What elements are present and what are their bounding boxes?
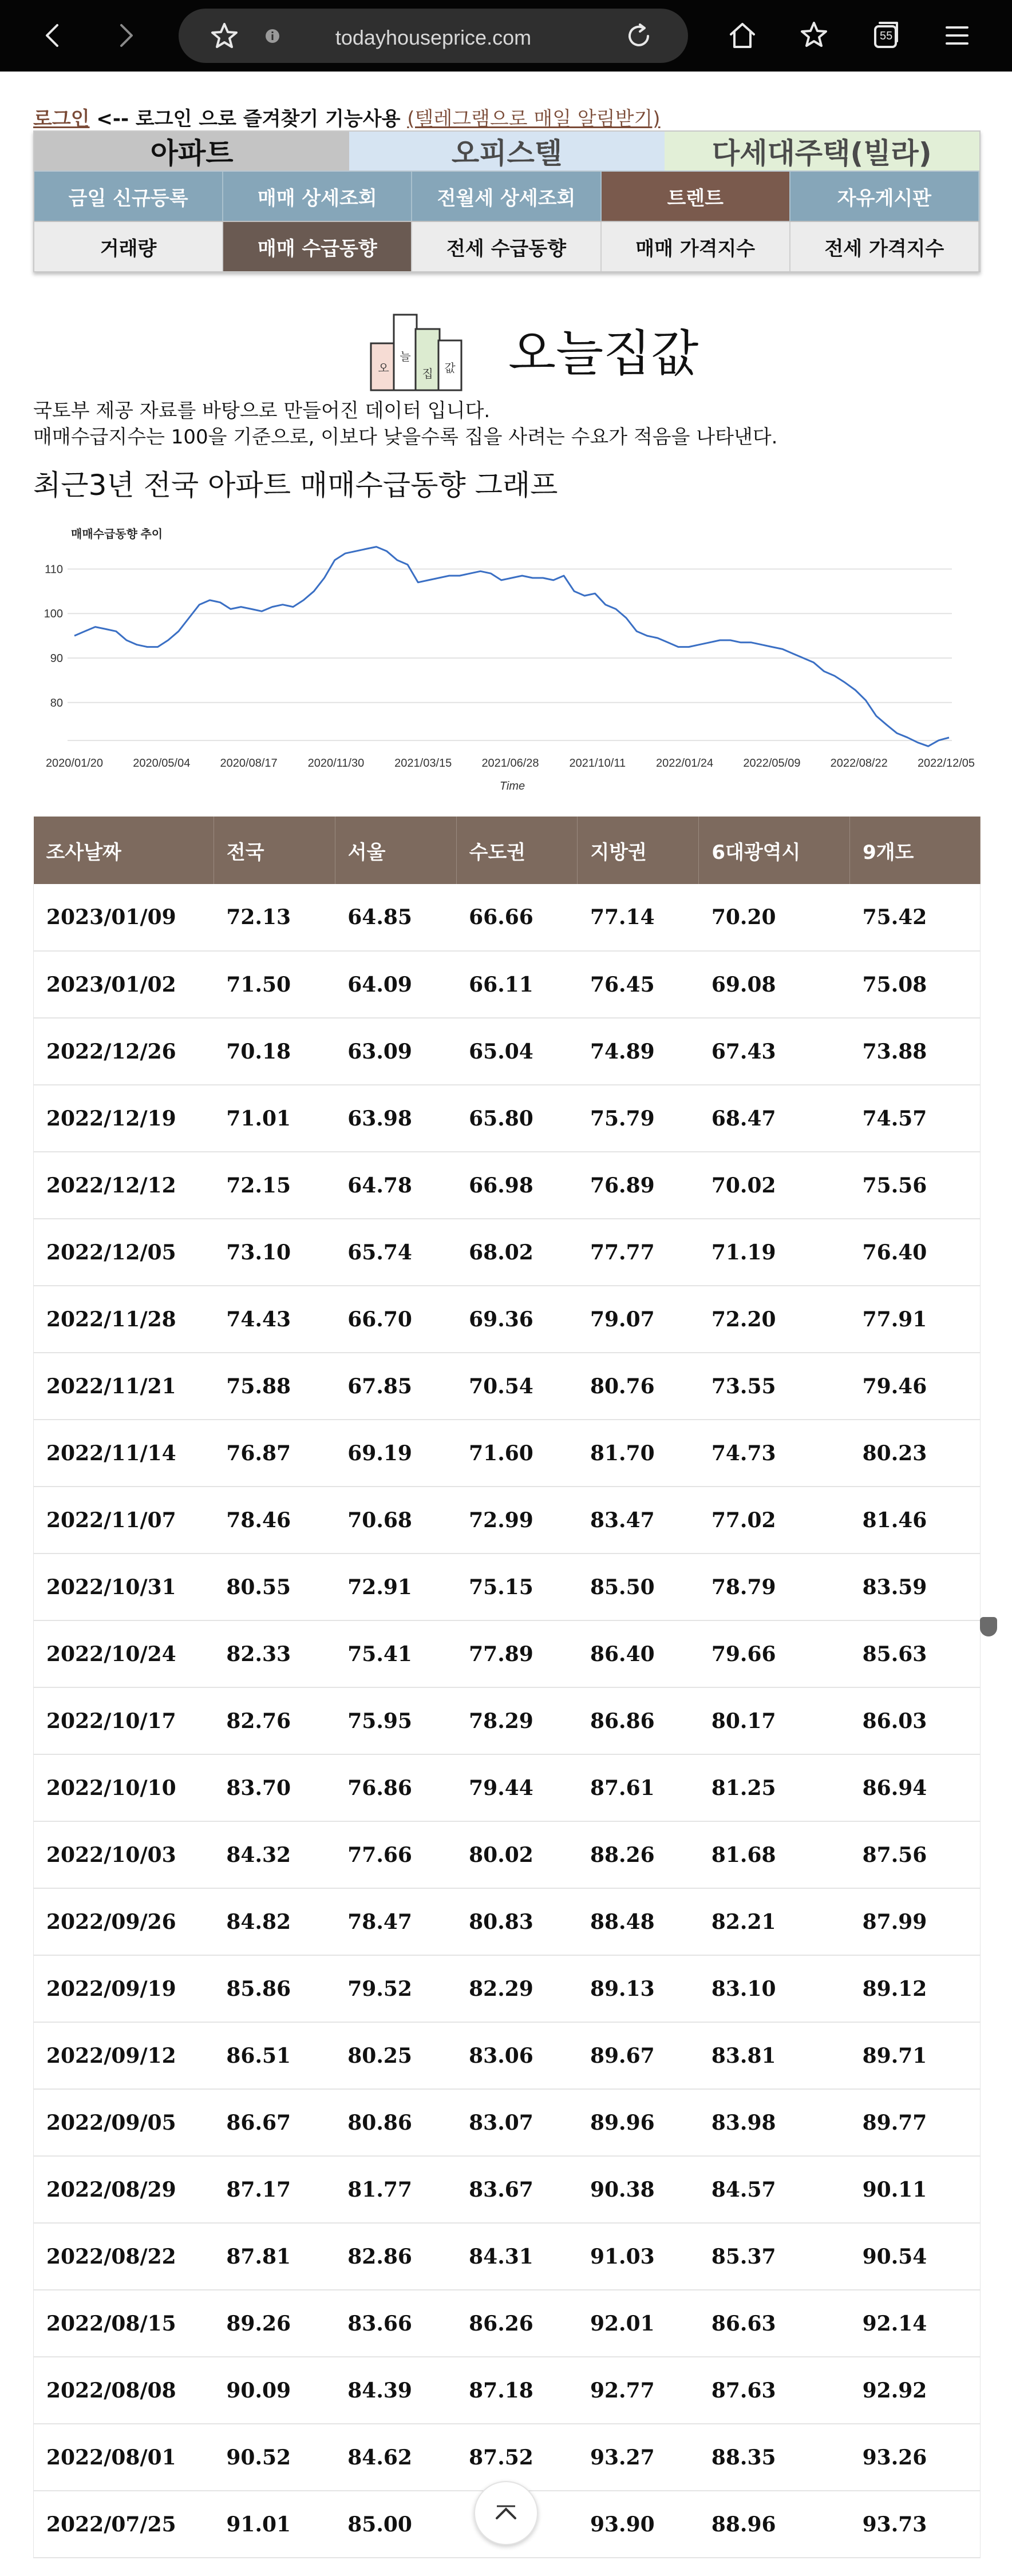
y-tick-label: 80: [50, 696, 63, 710]
table-cell: 75.56: [850, 1152, 981, 1219]
table-cell: 72.91: [335, 1553, 456, 1620]
table-row: [34, 1620, 981, 1687]
table-cell: 81.25: [699, 1754, 850, 1821]
table-row: [34, 2223, 981, 2290]
reload-icon[interactable]: [623, 20, 655, 52]
table-cell: 87.61: [578, 1754, 699, 1821]
table-cell: 76.89: [578, 1152, 699, 1219]
table-cell: 84.57: [699, 2156, 850, 2223]
telegram-link[interactable]: (텔레그램으로 매일 알림받기): [407, 108, 661, 130]
table-cell: 2022/08/15: [34, 2290, 214, 2357]
table-cell: 81.77: [335, 2156, 456, 2223]
table-cell: 75.41: [335, 1620, 456, 1687]
table-cell: 70.02: [699, 1152, 850, 1219]
table-cell: 89.13: [578, 1955, 699, 2022]
table-cell: 66.70: [335, 1286, 456, 1353]
table-row: [34, 1286, 981, 1353]
table-cell: 83.70: [214, 1754, 335, 1821]
table-cell: 84.39: [335, 2357, 456, 2424]
table-row: [34, 1955, 981, 2022]
logo-text: 오늘집값: [508, 325, 699, 382]
table-cell: 80.25: [335, 2022, 456, 2089]
series-line: [74, 547, 949, 747]
table-cell: 88.48: [578, 1888, 699, 1955]
table-row: [34, 1152, 981, 1219]
table-cell: 2022/11/28: [34, 1286, 214, 1353]
logo-letter: 집: [422, 367, 433, 381]
table-cell: 80.55: [214, 1553, 335, 1620]
table-cell: 68.02: [456, 1219, 578, 1286]
table-cell: 66.66: [456, 884, 578, 951]
table-cell: 83.06: [456, 2022, 578, 2089]
table-cell: 69.19: [335, 1420, 456, 1487]
table-cell: 83.66: [335, 2290, 456, 2357]
url-text: todayhouseprice.com: [335, 26, 532, 49]
table-cell: 79.07: [578, 1286, 699, 1353]
login-notice-text: <-- 로그인 으로 즐겨찾기 기능사용: [89, 108, 408, 130]
x-axis-label: Time: [499, 780, 525, 792]
table-cell: 75.15: [456, 1553, 578, 1620]
submenu-jeonse-supply-demand[interactable]: 전세 수급동향: [412, 222, 601, 271]
x-tick-label: 2022/01/24: [656, 757, 714, 770]
table-cell: 2022/10/03: [34, 1821, 214, 1888]
table-cell: 66.11: [456, 951, 578, 1018]
table-cell: 2022/08/01: [34, 2424, 214, 2491]
table-cell: 70.68: [335, 1487, 456, 1553]
table-cell: 83.47: [578, 1487, 699, 1553]
table-cell: 89.67: [578, 2022, 699, 2089]
table-cell: 75.88: [214, 1353, 335, 1420]
table-cell: 87.81: [214, 2223, 335, 2290]
side-panel-handle[interactable]: [980, 1617, 997, 1636]
table-cell: 77.77: [578, 1219, 699, 1286]
table-row: [34, 951, 981, 1018]
table-cell: 76.87: [214, 1420, 335, 1487]
table-cell: 85.00: [335, 2491, 456, 2558]
graph-title: 최근3년 전국 아파트 매매수급동향 그래프: [33, 469, 558, 502]
table-cell: 92.77: [578, 2357, 699, 2424]
table-cell: 73.55: [699, 1353, 850, 1420]
section-menu: [34, 171, 979, 221]
table-cell: 72.15: [214, 1152, 335, 1219]
table-cell: 2022/09/19: [34, 1955, 214, 2022]
table-cell: 76.45: [578, 951, 699, 1018]
address-bar[interactable]: [179, 9, 688, 63]
table-cell: 2022/08/08: [34, 2357, 214, 2424]
table-cell: 73.10: [214, 1219, 335, 1286]
table-cell: 65.04: [456, 1018, 578, 1085]
table-cell: 2022/10/24: [34, 1620, 214, 1687]
table-cell: 79.66: [699, 1620, 850, 1687]
table-cell: 70.20: [699, 884, 850, 951]
table-cell: 72.20: [699, 1286, 850, 1353]
chart-container: [33, 504, 981, 810]
table-cell: 2023/01/09: [34, 884, 214, 951]
menu-rent-search[interactable]: 전월세 상세조회: [412, 172, 601, 221]
x-tick-label: 2021/06/28: [481, 757, 539, 770]
table-cell: 75.42: [850, 884, 981, 951]
table-cell: 77.02: [699, 1487, 850, 1553]
table-cell: 83.59: [850, 1553, 981, 1620]
table-cell: 73.88: [850, 1018, 981, 1085]
table-cell: 80.76: [578, 1353, 699, 1420]
table-cell: 83.07: [456, 2089, 578, 2156]
table-cell: 87.18: [456, 2357, 578, 2424]
table-cell: 91.01: [214, 2491, 335, 2558]
x-tick-label: 2021/10/11: [569, 757, 626, 770]
description-line: 국토부 제공 자료를 바탕으로 만들어진 데이터 입니다.: [33, 399, 491, 422]
tabs-button[interactable]: [867, 17, 904, 54]
column-header: 6대광역시: [699, 817, 850, 884]
chevron-up-icon: [493, 2504, 519, 2522]
y-tick-label: 110: [45, 563, 63, 576]
table-cell: 2022/10/17: [34, 1687, 214, 1754]
table-row: [34, 1553, 981, 1620]
table-cell: 90.52: [214, 2424, 335, 2491]
home-icon: [726, 19, 758, 51]
x-tick-label: 2022/08/22: [830, 757, 888, 770]
column-header: 지방권: [578, 817, 699, 884]
table-row: [34, 1018, 981, 1085]
main-menu: [33, 130, 981, 272]
table-row: [34, 884, 981, 951]
back-button[interactable]: [34, 17, 71, 54]
table-cell: 79.44: [456, 1754, 578, 1821]
table-cell: 80.23: [850, 1420, 981, 1487]
table-cell: 82.21: [699, 1888, 850, 1955]
table-cell: 85.50: [578, 1553, 699, 1620]
table-cell: 2022/12/12: [34, 1152, 214, 1219]
table-cell: 78.47: [335, 1888, 456, 1955]
table-cell: 79.52: [335, 1955, 456, 2022]
table-cell: 87.56: [850, 1821, 981, 1888]
table-cell: 2022/09/26: [34, 1888, 214, 1955]
table-cell: 93.73: [850, 2491, 981, 2558]
table-cell: 64.78: [335, 1152, 456, 1219]
table-cell: 2022/11/07: [34, 1487, 214, 1553]
x-tick-label: 2021/03/15: [394, 757, 452, 770]
table-cell: 78.29: [456, 1687, 578, 1754]
x-tick-label: 2020/01/20: [45, 757, 104, 770]
table-cell: 63.98: [335, 1085, 456, 1152]
table-cell: 86.63: [699, 2290, 850, 2357]
table-row: [34, 2357, 981, 2424]
logo-letter: 늘: [400, 350, 411, 363]
table-cell: 90.11: [850, 2156, 981, 2223]
table-cell: 84.32: [214, 1821, 335, 1888]
tab-officetel[interactable]: 오피스텔: [349, 132, 664, 171]
table-cell: 90.54: [850, 2223, 981, 2290]
table-cell: 88.35: [699, 2424, 850, 2491]
scroll-to-top-button[interactable]: [474, 2481, 538, 2545]
table-cell: 84.62: [335, 2424, 456, 2491]
table-cell: 2022/08/22: [34, 2223, 214, 2290]
y-tick-label: 100: [44, 608, 63, 621]
table-cell: 79.46: [850, 1353, 981, 1420]
table-cell: 65.80: [456, 1085, 578, 1152]
table-cell: 86.03: [850, 1687, 981, 1754]
column-header: 전국: [214, 817, 335, 884]
table-cell: 87.17: [214, 2156, 335, 2223]
table-cell: 71.01: [214, 1085, 335, 1152]
menu-new-listings[interactable]: 금일 신규등록: [34, 172, 223, 221]
table-cell: 2023/01/02: [34, 951, 214, 1018]
table-cell: 81.46: [850, 1487, 981, 1553]
table-cell: 86.40: [578, 1620, 699, 1687]
logo-letter: 값: [444, 361, 456, 375]
x-tick-label: 2022/05/09: [743, 757, 801, 770]
table-header-row: [34, 817, 981, 884]
buildings-logo-icon: [365, 298, 468, 395]
table-cell: 89.12: [850, 1955, 981, 2022]
table-cell: 89.26: [214, 2290, 335, 2357]
home-button[interactable]: [724, 17, 761, 54]
table-cell: 90.09: [214, 2357, 335, 2424]
chart-title: 매매수급동향 추이: [71, 528, 163, 541]
table-cell: 2022/12/19: [34, 1085, 214, 1152]
submenu-sale-price-index[interactable]: 매매 가격지수: [602, 222, 790, 271]
x-tick-label: 2020/05/04: [133, 757, 191, 770]
table-cell: 74.57: [850, 1085, 981, 1152]
table-cell: 92.92: [850, 2357, 981, 2424]
table-row: [34, 2156, 981, 2223]
column-header: 조사날짜: [34, 817, 214, 884]
hamburger-menu-icon: [943, 22, 971, 49]
table-cell: 85.86: [214, 1955, 335, 2022]
table-cell: 63.09: [335, 1018, 456, 1085]
table-row: [34, 1487, 981, 1553]
table-cell: 2022/11/14: [34, 1420, 214, 1487]
table-row: [34, 1420, 981, 1487]
description: [33, 398, 777, 450]
table-cell: 82.33: [214, 1620, 335, 1687]
table-cell: 83.67: [456, 2156, 578, 2223]
forward-arrow-icon: [114, 22, 137, 49]
table-cell: 88.26: [578, 1821, 699, 1888]
table-cell: 70.18: [214, 1018, 335, 1085]
table-cell: 78.46: [214, 1487, 335, 1553]
table-cell: 86.94: [850, 1754, 981, 1821]
table-cell: 71.50: [214, 951, 335, 1018]
table-cell: 67.85: [335, 1353, 456, 1420]
table-cell: 2022/09/05: [34, 2089, 214, 2156]
table-cell: 75.79: [578, 1085, 699, 1152]
table-cell: 81.68: [699, 1821, 850, 1888]
table-cell: 2022/07/25: [34, 2491, 214, 2558]
property-type-tabs: [34, 132, 979, 171]
table-cell: 85.63: [850, 1620, 981, 1687]
data-table: [33, 817, 981, 2558]
table-cell: 70.54: [456, 1353, 578, 1420]
table-cell: 2022/08/29: [34, 2156, 214, 2223]
table-cell: 85.37: [699, 2223, 850, 2290]
table-cell: 77.91: [850, 1286, 981, 1353]
table-cell: 89.71: [850, 2022, 981, 2089]
table-cell: 64.85: [335, 884, 456, 951]
table-cell: 93.26: [850, 2424, 981, 2491]
table-row: [34, 1821, 981, 1888]
tab-villa[interactable]: 다세대주택(빌라): [665, 132, 979, 171]
table-cell: 82.76: [214, 1687, 335, 1754]
x-tick-label: 2020/11/30: [307, 757, 365, 770]
table-cell: 2022/12/26: [34, 1018, 214, 1085]
table-row: [34, 2022, 981, 2089]
tab-apartment[interactable]: 아파트: [34, 132, 349, 171]
submenu-sale-supply-demand[interactable]: 매매 수급동향: [223, 222, 412, 271]
table-cell: 93.90: [578, 2491, 699, 2558]
table-cell: 88.96: [699, 2491, 850, 2558]
table-cell: 2022/10/10: [34, 1754, 214, 1821]
table-row: [34, 1219, 981, 1286]
table-cell: 2022/09/12: [34, 2022, 214, 2089]
table-row: [34, 1888, 981, 1955]
table-row: [34, 1754, 981, 1821]
table-cell: 66.98: [456, 1152, 578, 1219]
table-cell: 2022/11/21: [34, 1353, 214, 1420]
x-tick-label: 2022/12/05: [917, 757, 975, 770]
table-cell: 65.74: [335, 1219, 456, 1286]
column-header: 9개도: [850, 817, 981, 884]
table-cell: 86.26: [456, 2290, 578, 2357]
table-cell: 84.82: [214, 1888, 335, 1955]
trend-submenu: [34, 221, 979, 271]
table-cell: 75.95: [335, 1687, 456, 1754]
table-cell: 80.02: [456, 1821, 578, 1888]
table-cell: 71.60: [456, 1420, 578, 1487]
description-line: 매매수급지수는 100을 기준으로, 이보다 낮을수록 집을 사려는 수요가 적음을 나타낸다.: [33, 426, 778, 449]
table-cell: 78.79: [699, 1553, 850, 1620]
table-cell: 72.99: [456, 1487, 578, 1553]
submenu-jeonse-price-index[interactable]: 전세 가격지수: [790, 222, 979, 271]
menu-board[interactable]: 자유게시판: [790, 172, 979, 221]
table-cell: 80.17: [699, 1687, 850, 1754]
submenu-volume[interactable]: 거래량: [34, 222, 223, 271]
table-cell: 83.81: [699, 2022, 850, 2089]
table-row: [34, 1687, 981, 1754]
table-cell: 76.86: [335, 1754, 456, 1821]
table-cell: 87.63: [699, 2357, 850, 2424]
logo-letter: 오: [378, 361, 389, 375]
table-cell: 2022/10/31: [34, 1553, 214, 1620]
table-cell: 74.89: [578, 1018, 699, 1085]
column-header: 서울: [335, 817, 456, 884]
column-header: 수도권: [456, 817, 578, 884]
table-cell: 64.09: [335, 951, 456, 1018]
table-cell: 2022/12/05: [34, 1219, 214, 1286]
bookmarks-button[interactable]: [796, 17, 832, 54]
login-link[interactable]: 로그인: [33, 108, 90, 130]
table-cell: 69.36: [456, 1286, 578, 1353]
table-cell: 83.98: [699, 2089, 850, 2156]
table-cell: 77.14: [578, 884, 699, 951]
table-cell: 74.73: [699, 1420, 850, 1487]
x-tick-label: 2020/08/17: [220, 757, 278, 770]
browser-toolbar: [0, 0, 1012, 72]
table-cell: 82.86: [335, 2223, 456, 2290]
table-cell: 71.19: [699, 1219, 850, 1286]
table-cell: 72.13: [214, 884, 335, 951]
table-cell: 86.86: [578, 1687, 699, 1754]
table-cell: 92.14: [850, 2290, 981, 2357]
table-cell: 69.08: [699, 951, 850, 1018]
table-cell: 75.08: [850, 951, 981, 1018]
table-cell: 86.51: [214, 2022, 335, 2089]
table-cell: 90.38: [578, 2156, 699, 2223]
table-cell: 93.27: [578, 2424, 699, 2491]
table-cell: 86.67: [214, 2089, 335, 2156]
table-row: [34, 2290, 981, 2357]
table-cell: 89.96: [578, 2089, 699, 2156]
table-cell: 81.70: [578, 1420, 699, 1487]
table-cell: 91.03: [578, 2223, 699, 2290]
table-cell: 67.43: [699, 1018, 850, 1085]
table-cell: 76.40: [850, 1219, 981, 1286]
forward-button[interactable]: [108, 17, 144, 54]
table-cell: 80.83: [456, 1888, 578, 1955]
login-notice: [33, 103, 661, 130]
menu-sale-search[interactable]: 매매 상세조회: [223, 172, 412, 221]
back-arrow-icon: [41, 22, 64, 49]
table-cell: 68.47: [699, 1085, 850, 1152]
line-chart: [33, 504, 981, 810]
bookmarks-star-icon: [798, 19, 830, 51]
table-cell: 89.77: [850, 2089, 981, 2156]
table-cell: 84.31: [456, 2223, 578, 2290]
table-cell: 83.10: [699, 1955, 850, 2022]
table-cell: 82.29: [456, 1955, 578, 2022]
menu-button[interactable]: [939, 17, 975, 54]
tab-count: 55: [880, 30, 893, 42]
table-row: [34, 2089, 981, 2156]
table-row: [34, 1085, 981, 1152]
table-cell: 87.99: [850, 1888, 981, 1955]
table-row: [34, 1353, 981, 1420]
table-cell: 74.43: [214, 1286, 335, 1353]
table-cell: 80.86: [335, 2089, 456, 2156]
table-cell: 87.52: [456, 2424, 578, 2491]
menu-trend[interactable]: 트렌트: [602, 172, 790, 221]
table-cell: 77.66: [335, 1821, 456, 1888]
table-cell: 92.01: [578, 2290, 699, 2357]
table-cell: 77.89: [456, 1620, 578, 1687]
site-logo[interactable]: [365, 298, 699, 395]
y-tick-label: 90: [50, 652, 63, 665]
